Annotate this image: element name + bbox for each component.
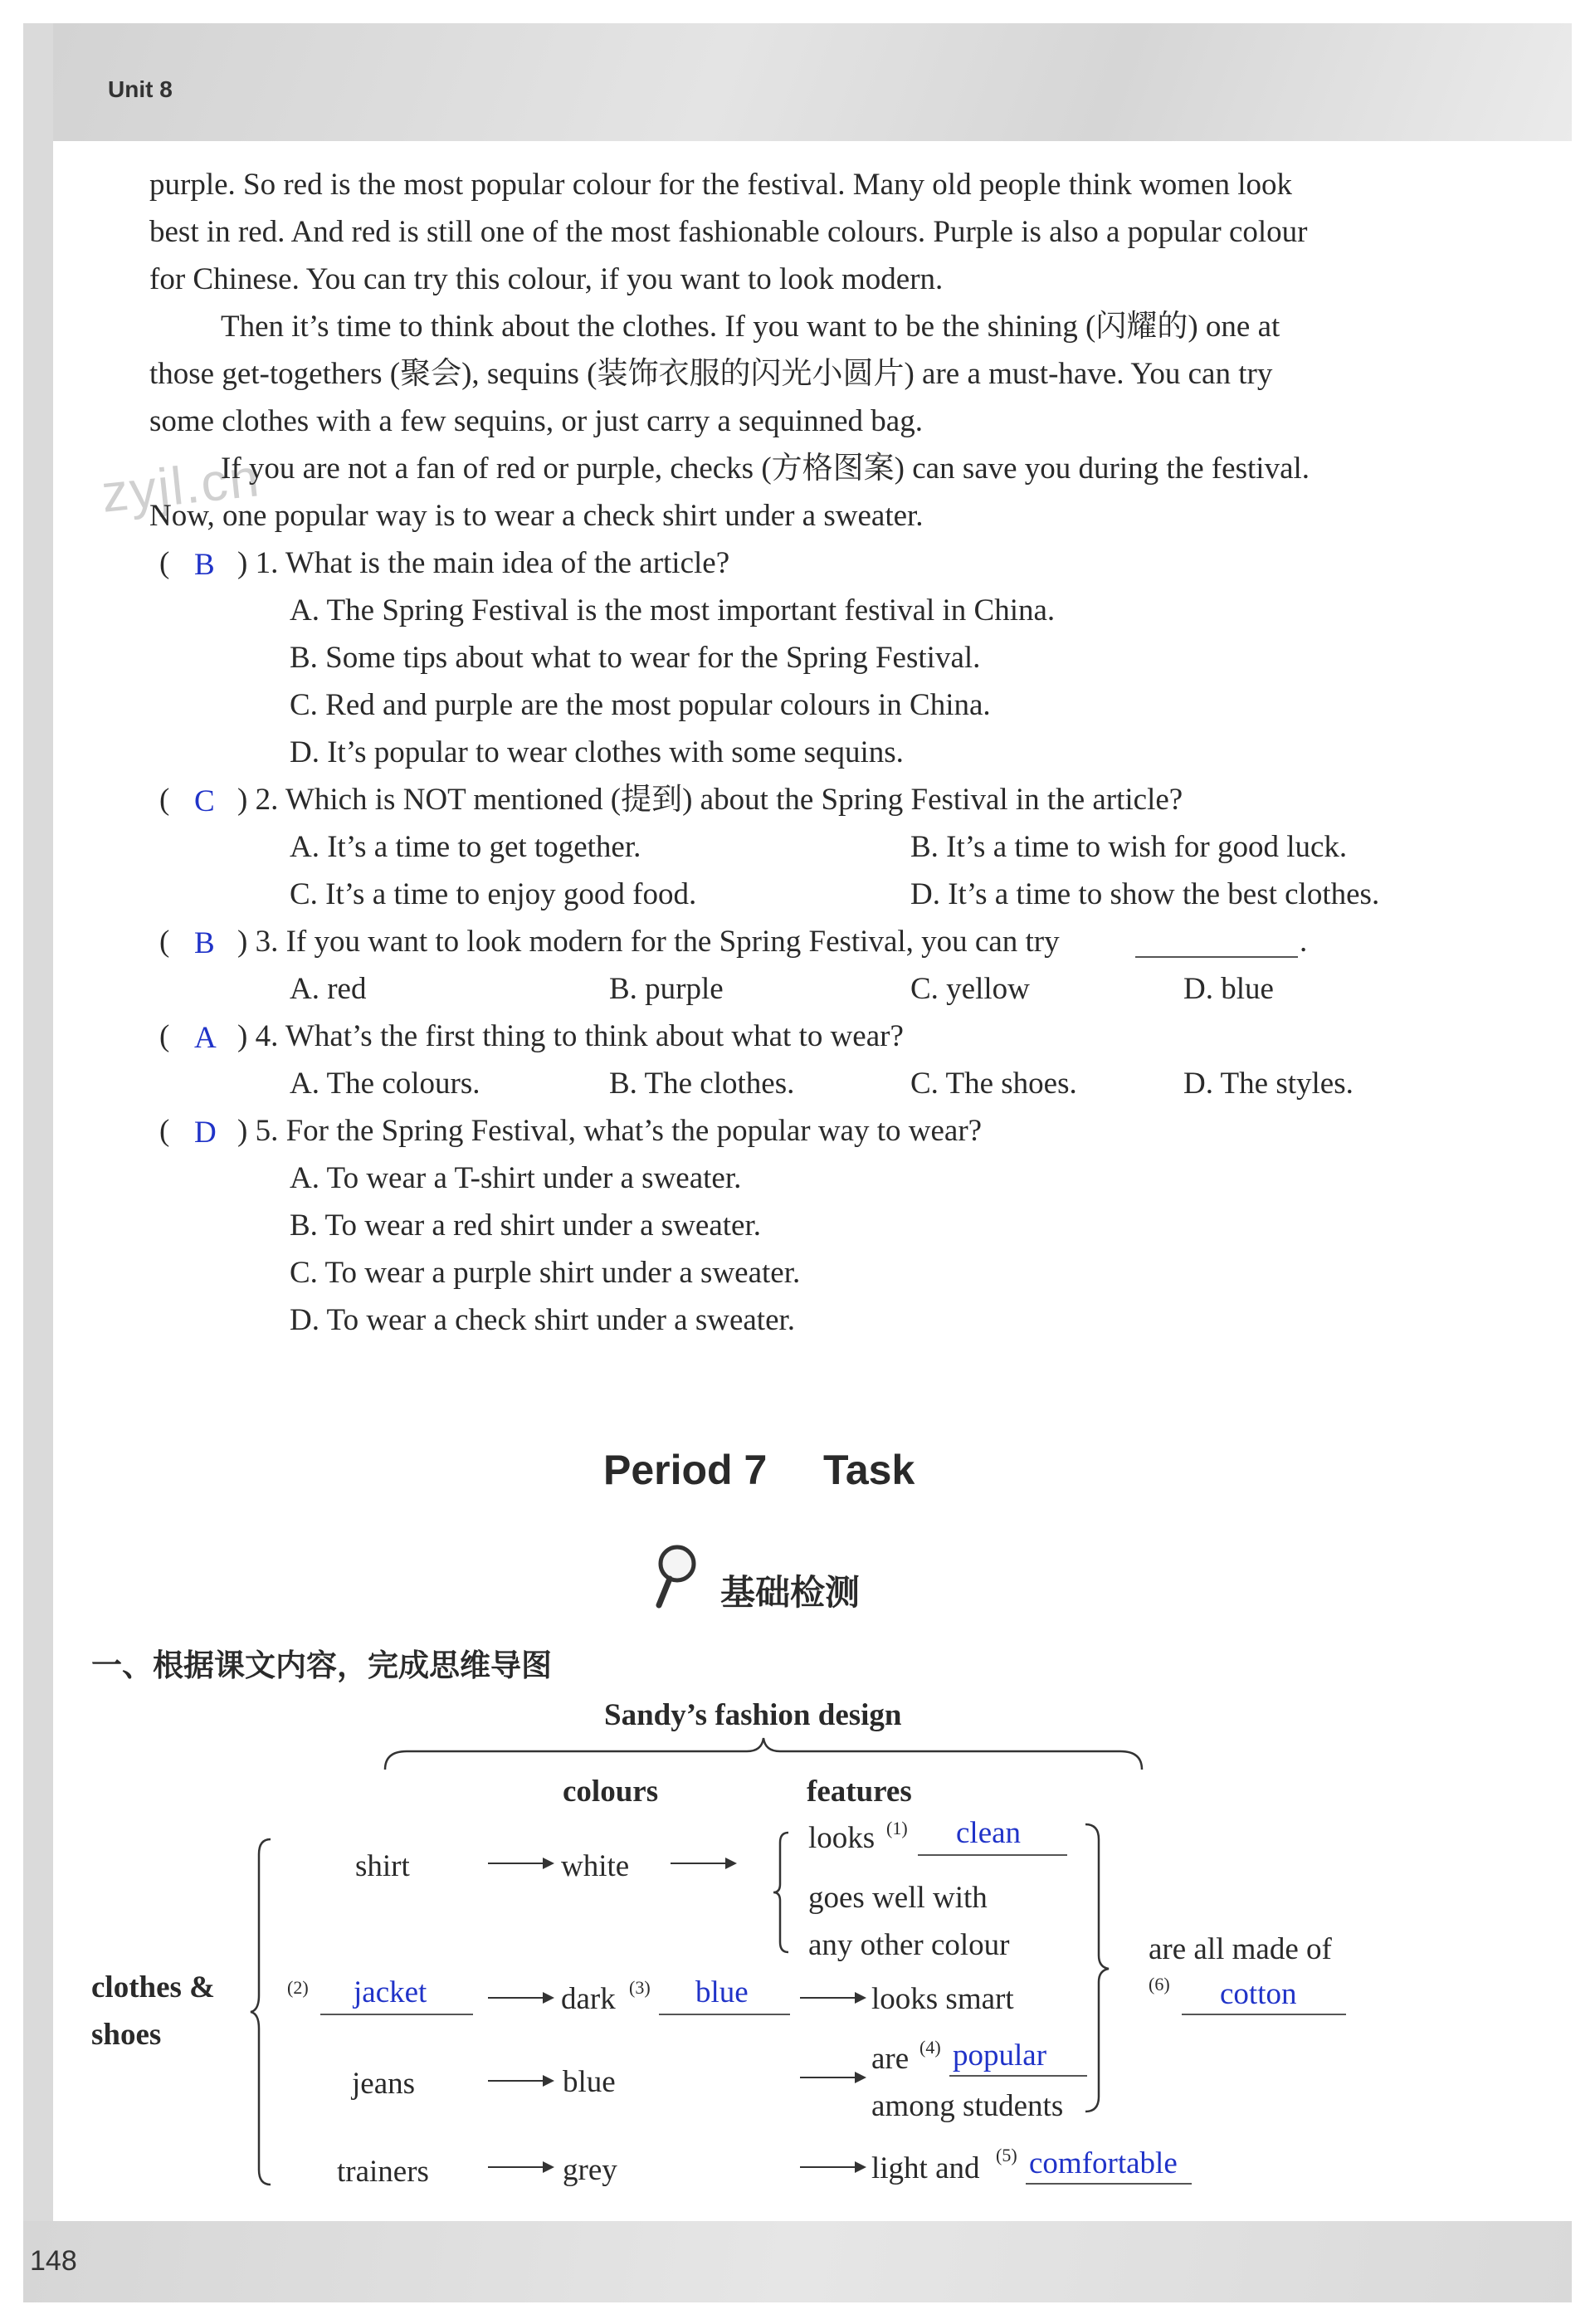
feature-goes-well-with: goes well with xyxy=(808,1881,988,1915)
option: D. It’s popular to wear clothes with some sequins. xyxy=(290,735,904,769)
answer-4: popular xyxy=(953,2038,1047,2073)
arrow-icon xyxy=(488,1997,553,1999)
answer-q1: B xyxy=(194,548,215,582)
item-trainers: trainers xyxy=(337,2155,429,2189)
magnifier-icon xyxy=(647,1542,705,1609)
option: B. purple xyxy=(609,972,724,1006)
right-brace xyxy=(1082,1823,1112,2113)
option: A. red xyxy=(290,972,367,1006)
period-mark: . xyxy=(1300,925,1308,959)
feature-light-and: light and xyxy=(871,2151,980,2185)
colour-grey: grey xyxy=(563,2153,617,2187)
blank-line xyxy=(949,2075,1087,2077)
option: C. The shoes. xyxy=(910,1067,1077,1101)
passage-line: If you are not a fan of red or purple, checks (方格图案) can save you during the festival. xyxy=(221,452,1310,486)
passage-line: for Chinese. You can try this colour, if you want to look modern. xyxy=(149,262,944,296)
colour-blue: blue xyxy=(563,2065,616,2099)
arrow-icon xyxy=(800,2077,865,2078)
option: C. yellow xyxy=(910,972,1030,1006)
arrow-icon xyxy=(488,2166,553,2168)
option: A. The colours. xyxy=(290,1067,480,1101)
left-label-line1: clothes & xyxy=(91,1970,215,2004)
col-header-features: features xyxy=(807,1775,912,1809)
option: B. It’s a time to wish for good luck. xyxy=(910,830,1348,864)
feature-among-students: among students xyxy=(871,2089,1064,2123)
left-label-line2: shoes xyxy=(91,2018,162,2052)
passage-line: those get-togethers (聚会), sequins (装饰衣服的闪光小圆片) are a must-have. You can try xyxy=(149,357,1273,391)
watermark: zyjl.cn xyxy=(98,447,264,524)
marker-2: (2) xyxy=(287,1977,309,1998)
option: A. To wear a T-shirt under a sweater. xyxy=(290,1161,742,1195)
question-stem: ) 2. Which is NOT mentioned (提到) about the Spring Festival in the article? xyxy=(237,783,1183,817)
mindmap-title: Sandy’s fashion design xyxy=(604,1698,902,1732)
page-number: 148 xyxy=(30,2245,77,2277)
question-stem: ) 4. What’s the first thing to think about what to wear? xyxy=(237,1019,904,1053)
top-brace xyxy=(382,1736,1145,1773)
marker-3: (3) xyxy=(629,1977,651,1998)
answer-q4: A xyxy=(194,1021,217,1055)
period-subtitle: Task xyxy=(823,1447,915,1493)
left-brace xyxy=(249,1838,274,2186)
option: B. To wear a red shirt under a sweater. xyxy=(290,1208,761,1243)
answer-q5: D xyxy=(194,1116,217,1150)
page-left-band xyxy=(23,23,53,2302)
question-stem: ) 5. For the Spring Festival, what’s the popular way to wear? xyxy=(237,1114,983,1148)
option: B. Some tips about what to wear for the Spring Festival. xyxy=(290,641,981,675)
passage-line: best in red. And red is still one of the most fashionable colours. Purple is also a popular colour xyxy=(149,215,1308,249)
option: C. To wear a purple shirt under a sweater. xyxy=(290,1256,801,1290)
paren-open: ( xyxy=(159,783,170,817)
answer-2: jacket xyxy=(354,1975,427,2009)
paren-open: ( xyxy=(159,546,170,580)
answer-q2: C xyxy=(194,784,215,818)
arrow-icon xyxy=(800,1997,865,1999)
marker-5: (5) xyxy=(996,2145,1017,2165)
task-instruction: 一、根据课文内容，完成思维导图 xyxy=(91,1648,552,1683)
option: B. The clothes. xyxy=(609,1067,795,1101)
option: C. Red and purple are the most popular colours in China. xyxy=(290,688,991,722)
feature-any-other-colour: any other colour xyxy=(808,1928,1010,1962)
arrow-icon xyxy=(800,2166,865,2168)
marker-1: (1) xyxy=(886,1818,908,1838)
col-header-colours: colours xyxy=(563,1775,659,1809)
option: D. It’s a time to show the best clothes. xyxy=(910,877,1380,911)
blank-line xyxy=(918,1854,1067,1856)
passage-line: some clothes with a few sequins, or just carry a sequinned bag. xyxy=(149,404,923,438)
arrow-icon xyxy=(488,1863,553,1864)
answer-q3: B xyxy=(194,926,215,960)
marker-4: (4) xyxy=(919,2037,941,2058)
answer-5: comfortable xyxy=(1029,2146,1178,2180)
question-stem: ) 1. What is the main idea of the article? xyxy=(237,546,730,580)
blank-line xyxy=(320,2014,473,2015)
blank-line xyxy=(1026,2183,1192,2185)
passage-line: Now, one popular way is to wear a check shirt under a sweater. xyxy=(149,499,924,533)
passage-line: Then it’s time to think about the clothes. If you want to be the shining (闪耀的) one at xyxy=(221,310,1280,344)
answer-3: blue xyxy=(695,1975,749,2009)
passage-line: purple. So red is the most popular colour for the festival. Many old people think women look xyxy=(149,168,1292,202)
arrow-icon xyxy=(488,2080,553,2082)
option: A. The Spring Festival is the most important festival in China. xyxy=(290,593,1056,627)
answer-6: cotton xyxy=(1220,1977,1297,2011)
arrow-icon xyxy=(671,1863,735,1864)
option: A. It’s a time to get together. xyxy=(290,830,641,864)
feature-are: are xyxy=(871,2042,910,2076)
colour-dark: dark xyxy=(561,1982,616,2016)
unit-label: Unit 8 xyxy=(108,76,173,102)
feature-looks: looks xyxy=(808,1821,876,1855)
item-jeans: jeans xyxy=(352,2067,416,2101)
option: D. The styles. xyxy=(1183,1067,1354,1101)
marker-6: (6) xyxy=(1149,1974,1170,1994)
option: D. blue xyxy=(1183,972,1274,1006)
page-bottom-band xyxy=(23,2221,1572,2302)
answer-1: clean xyxy=(956,1816,1022,1850)
feature-looks-smart: looks smart xyxy=(871,1982,1014,2016)
item-shirt: shirt xyxy=(355,1849,410,1883)
blank-line xyxy=(1182,2014,1346,2015)
paren-open: ( xyxy=(159,1114,170,1148)
paren-open: ( xyxy=(159,925,170,959)
section-title: 基础检测 xyxy=(720,1572,861,1613)
colour-white: white xyxy=(561,1849,630,1883)
right-label: are all made of xyxy=(1149,1932,1332,1966)
option: C. It’s a time to enjoy good food. xyxy=(290,877,697,911)
period-title: Period 7 xyxy=(603,1447,768,1493)
question-stem: ) 3. If you want to look modern for the Spring Festival, you can try xyxy=(237,925,1060,959)
features-brace xyxy=(772,1831,792,1954)
page-top-band xyxy=(23,23,1572,148)
option: D. To wear a check shirt under a sweater. xyxy=(290,1303,796,1337)
paren-open: ( xyxy=(159,1019,170,1053)
blank-line xyxy=(1135,956,1298,958)
blank-line xyxy=(659,2014,790,2015)
